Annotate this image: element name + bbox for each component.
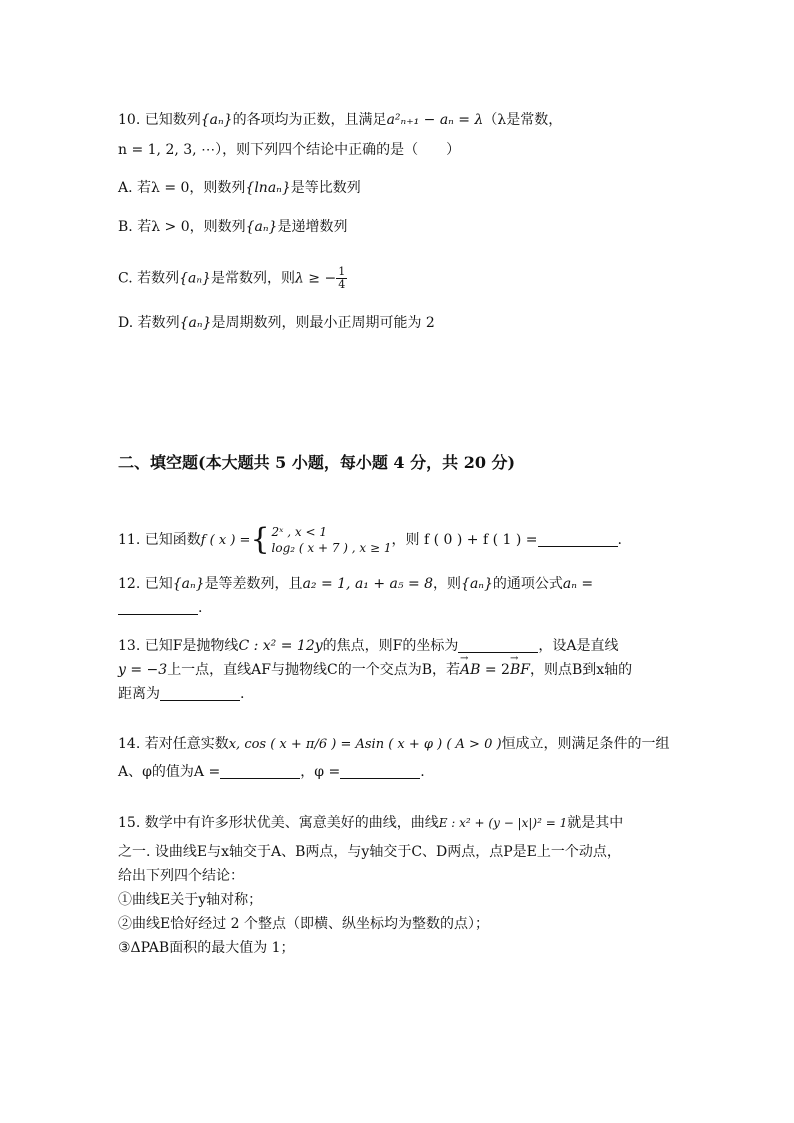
q15-item-3 [118, 938, 295, 958]
q10-option-a-seq: {lnaₙ} [245, 180, 291, 196]
q13-answer-blank-2[interactable] [160, 684, 240, 701]
q14-line2-b: ，φ = [300, 764, 341, 780]
q15-line1 [118, 813, 623, 833]
q12-end: . [198, 600, 203, 616]
fraction-numerator: 1 [338, 265, 346, 278]
q10-option-c-mid: 是常数列，则 [210, 270, 295, 287]
q10-option-a [118, 178, 361, 198]
section-title: 二、填空题(本大题共 5 小题，每小题 4 分，共 20 分) [118, 453, 516, 472]
q11-piecewise [272, 524, 392, 556]
q13-line1-c: ，设A是直线 [538, 638, 619, 654]
q14-line2 [118, 762, 425, 782]
q14-end: . [420, 764, 425, 780]
q15-line1-b: 就是其中 [567, 815, 624, 831]
q10-option-b-seq: {aₙ} [245, 219, 278, 235]
q13-vector-ab: → AB [460, 660, 480, 680]
q11-prefix: 11. 已知函数 [118, 532, 201, 548]
q14-line1-a: 14. 若对任意实数 [118, 736, 229, 752]
q12-seq: {aₙ} [172, 576, 205, 592]
q10-line2-text: n = 1, 2, 3, ⋯），则下列四个结论中正确的是（ ） [118, 142, 461, 158]
q15-item-1 [118, 890, 262, 910]
q13-answer-blank-1[interactable] [458, 636, 538, 653]
q13-line3 [118, 684, 244, 704]
q10-option-c-seq: {aₙ} [179, 270, 211, 287]
q10-option-a-prefix: A. 若λ = 0，则数列 [118, 180, 246, 196]
q11-case2: log₂ ( x + 7 ) , x ≥ 1 [271, 541, 392, 555]
q11-case1: 2ˣ , x < 1 [271, 525, 327, 539]
q10-line2 [118, 140, 460, 160]
q14-answer-blank-phi[interactable] [340, 762, 420, 779]
q13-line1-a: 13. 已知F是抛物线 [118, 638, 239, 654]
q13-line2-c: ，则点B到x轴的 [529, 662, 633, 678]
q13-eq: = 2 [480, 662, 510, 678]
q15-line1-a: 15. 数学中有许多形状优美、寓意美好的曲线，曲线 [118, 815, 439, 831]
q10-option-d-seq: {aₙ} [179, 315, 212, 331]
q12-an: aₙ = [562, 576, 594, 592]
q13-line-y: y = −3 [118, 662, 168, 678]
q10-text: 10. 已知数列 [118, 112, 201, 128]
q15-line2 [118, 842, 621, 862]
q15-item-3-text: ③ΔPAB面积的最大值为 1； [118, 940, 295, 956]
q11-line [118, 523, 622, 558]
q15-item-2-text: ②曲线E恰好经过 2 个整点（即横、纵坐标均为整数的点）； [118, 916, 490, 932]
q15-line2-text: 之一. 设曲线E与x轴交于A、B两点，与y轴交于C、D两点，点P是E上一个动点， [118, 844, 621, 860]
q11-brace: { [250, 522, 270, 557]
q10-option-c [118, 266, 347, 291]
q11-end: . [617, 532, 622, 548]
q12-condition: a₂ = 1, a₁ + a₅ = 8 [302, 576, 434, 592]
q15-item-1-text: ①曲线E关于y轴对称； [118, 892, 263, 908]
q11-function: f ( x ) = [200, 533, 251, 548]
q12-suffix: 的通项公式 [492, 576, 563, 592]
q10-option-d-suffix: 是周期数列，则最小正周期可能为 2 [211, 315, 435, 331]
q12-mid2: ，则 [433, 576, 462, 592]
q11-suffix: ，则 f ( 0 ) + f ( 1 ) = [391, 532, 538, 548]
q10-option-c-cond: λ ≥ − [294, 270, 337, 287]
fraction-denominator: 4 [338, 278, 346, 291]
q10-text-mid: 的各项均为正数，且满足 [232, 112, 387, 128]
q13-line1 [118, 636, 618, 656]
q14-answer-blank-a[interactable] [220, 762, 300, 779]
q14-line2-a: A、φ的值为A = [118, 764, 221, 780]
q13-line2-b: 上一点，直线AF与抛物线C的一个交点为B，若 [167, 662, 461, 678]
q10-option-c-prefix: C. 若数列 [118, 270, 180, 287]
q10-option-b-suffix: 是递增数列 [277, 219, 348, 235]
q12-seq2: {aₙ} [461, 576, 493, 592]
q13-end: . [240, 686, 245, 702]
q15-item-2 [118, 914, 489, 934]
q13-vector-bf: → BF [510, 660, 530, 680]
q13-line3-text: 距离为 [118, 686, 160, 702]
q13-line1-b: 的焦点，则F的坐标为 [322, 638, 459, 654]
q10-option-d-prefix: D. 若数列 [118, 315, 180, 331]
q12-line1 [118, 574, 593, 594]
q10-formula: a²ₙ₊₁ − aₙ = λ [386, 112, 484, 128]
q14-condition: x, cos ( x + π/6 ) = Asin ( x + φ ) ( A > 0 ) [228, 737, 502, 752]
q13-curve: C : x² = 12y [238, 638, 323, 654]
q10-seq: {aₙ} [200, 112, 233, 128]
q10-option-a-suffix: 是等比数列 [290, 180, 361, 196]
q15-line3 [118, 866, 244, 886]
q15-curve: E : x² + (y − |x|)² = 1 [438, 816, 568, 830]
q11-answer-blank[interactable] [538, 530, 618, 547]
q10-option-d [118, 313, 435, 333]
q12-mid: 是等差数列，且 [204, 576, 303, 592]
q14-line1 [118, 734, 670, 755]
q12-answer-blank[interactable] [118, 598, 198, 615]
q13-line2 [118, 660, 632, 680]
q10-option-b-prefix: B. 若λ > 0，则数列 [118, 219, 246, 235]
q10-text-suffix: （λ是常数， [483, 112, 563, 128]
q10-option-b [118, 217, 347, 237]
q12-line2 [118, 598, 202, 618]
q10-line1 [118, 110, 562, 130]
q12-prefix: 12. 已知 [118, 576, 173, 592]
q10-option-c-fraction [336, 266, 347, 291]
q15-line3-text: 给出下列四个结论： [118, 868, 244, 884]
q14-line1-b: 恒成立，则满足条件的一组 [501, 736, 670, 752]
